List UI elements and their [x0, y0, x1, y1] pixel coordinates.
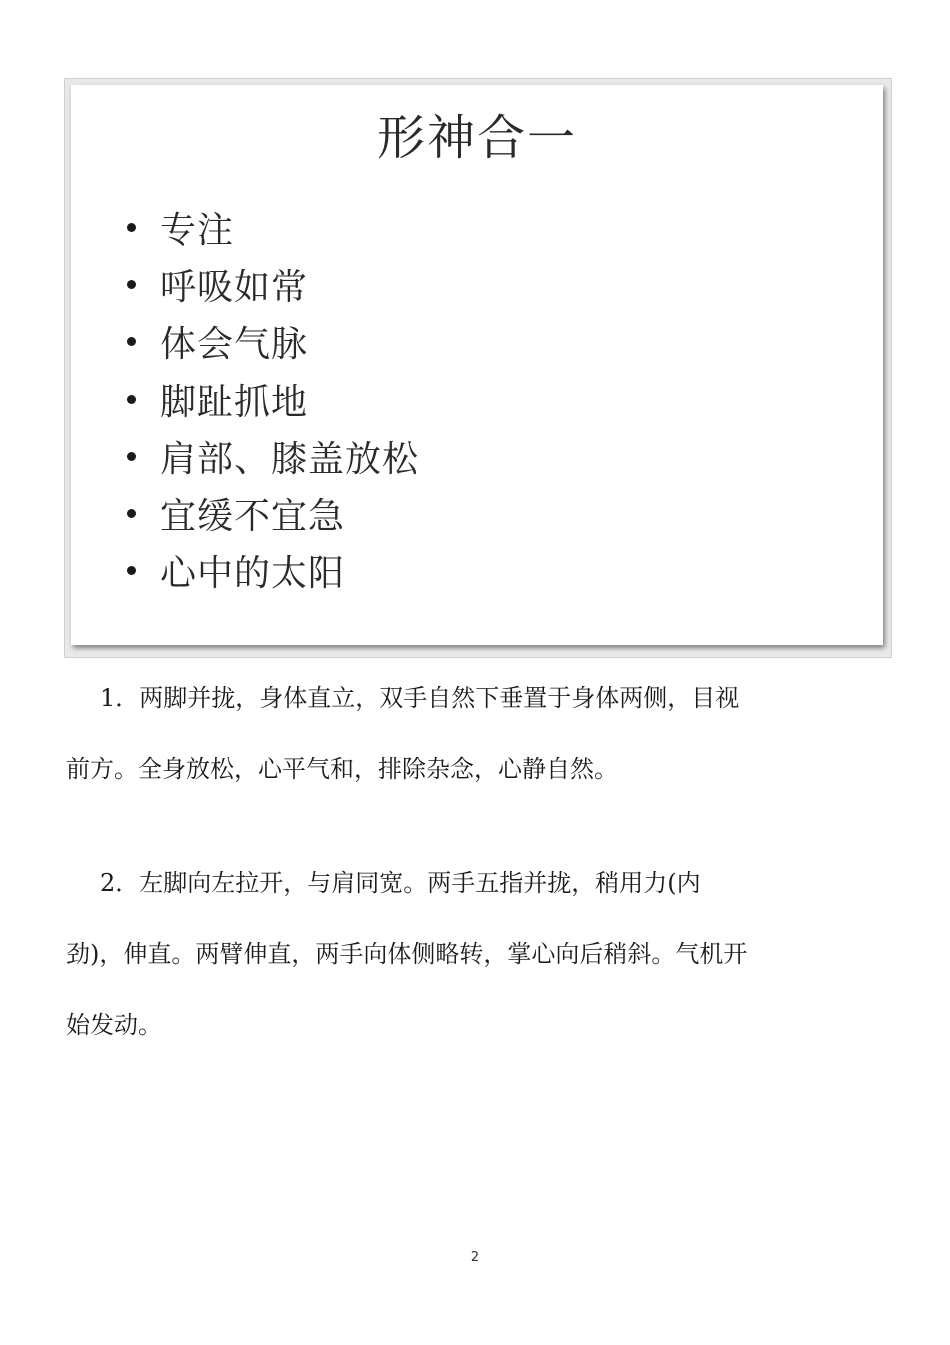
slide-image: [64, 78, 892, 658]
bullet-text: 宜缓不宜急: [160, 496, 346, 538]
list-item: [127, 542, 419, 599]
paragraph-line: 前方。全身放松，心平气和，排除杂念，心静自然。: [66, 755, 618, 783]
list-item: [127, 256, 419, 313]
bullet-text: 专注: [160, 210, 235, 252]
bullet-dot-icon: [127, 509, 136, 518]
bullet-dot-icon: [127, 280, 136, 289]
bullet-text: 心中的太阳: [160, 553, 346, 595]
paragraph-step-1: [66, 663, 866, 805]
paragraph-line: 1．两脚并拢，身体直立，双手自然下垂置于身体两侧，目视: [100, 684, 740, 712]
list-item: [127, 371, 419, 428]
list-item: [127, 313, 419, 370]
slide: [71, 85, 883, 645]
slide-title: 形神合一: [376, 110, 577, 166]
bullet-dot-icon: [127, 452, 136, 461]
bullet-text: 脚趾抓地: [160, 381, 309, 423]
paragraph-line: 劲)，伸直。两臂伸直，两手向体侧略转，掌心向后稍斜。气机开: [66, 940, 748, 968]
bullet-list: [127, 199, 419, 599]
bullet-dot-icon: [127, 337, 136, 346]
bullet-text: 体会气脉: [160, 324, 309, 366]
page-number: 2: [470, 1250, 480, 1265]
paragraph-step-2: [66, 848, 866, 1061]
bullet-text: 肩部、膝盖放松: [160, 438, 420, 480]
paragraph-line: 始发动。: [66, 1011, 162, 1039]
bullet-dot-icon: [127, 395, 136, 404]
bullet-dot-icon: [127, 223, 136, 232]
bullet-text: 呼吸如常: [160, 267, 309, 309]
paragraph-line: 2．左脚向左拉开，与肩同宽。两手五指并拢，稍用力(内: [100, 869, 701, 897]
list-item: [127, 428, 419, 485]
list-item: [127, 199, 419, 256]
list-item: [127, 485, 419, 542]
bullet-dot-icon: [127, 566, 136, 575]
